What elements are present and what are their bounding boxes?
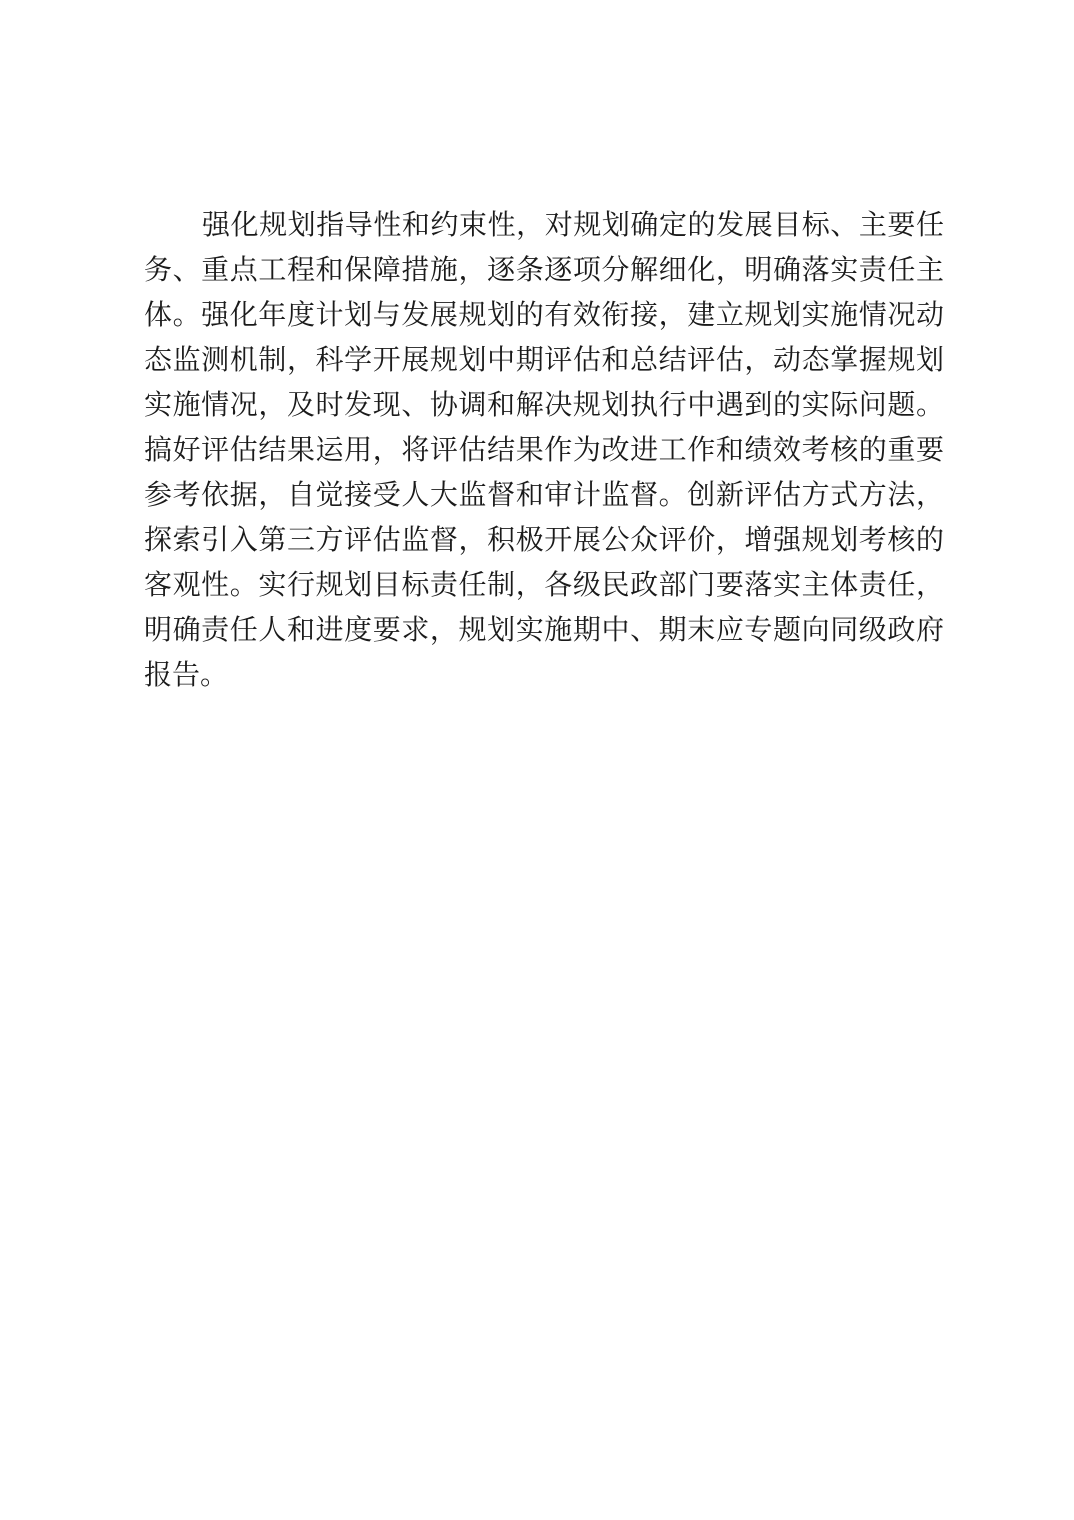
- paragraph-line-8: 探索引入第三方评估监督，积极开展公众评价，增强规划考核的: [144, 523, 944, 556]
- paragraph-line-2: 务、重点工程和保障措施，逐条逐项分解细化，明确落实责任主: [144, 253, 944, 286]
- paragraph-line-7: 参考依据，自觉接受人大监督和审计监督。创新评估方式方法，: [144, 478, 944, 511]
- paragraph-line-3: 体。强化年度计划与发展规划的有效衔接，建立规划实施情况动: [144, 298, 944, 331]
- body-paragraph: [144, 202, 944, 697]
- paragraph-line-10: 明确责任人和进度要求，规划实施期中、期末应专题向同级政府: [144, 613, 944, 646]
- paragraph-line-4: 态监测机制，科学开展规划中期评估和总结评估，动态掌握规划: [144, 343, 944, 376]
- paragraph-line-6: 搞好评估结果运用，将评估结果作为改进工作和绩效考核的重要: [144, 433, 944, 466]
- paragraph-line-9: 客观性。实行规划目标责任制，各级民政部门要落实主体责任，: [144, 568, 944, 601]
- paragraph-line-11: 报告。: [144, 658, 229, 691]
- paragraph-line-5: 实施情况，及时发现、协调和解决规划执行中遇到的实际问题。: [144, 388, 944, 421]
- paragraph-line-1: 强化规划指导性和约束性，对规划确定的发展目标、主要任: [202, 208, 944, 241]
